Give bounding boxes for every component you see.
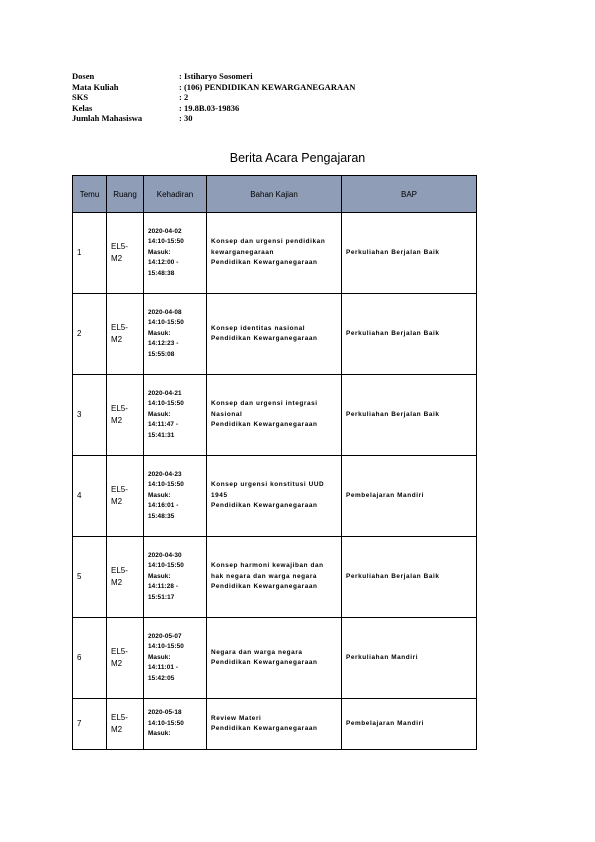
kehadiran-line: 15:48:35 xyxy=(148,512,175,520)
bap-cell: Pembelajaran Mandiri xyxy=(342,699,477,750)
ruang-line: EL5- xyxy=(111,242,128,251)
bap-cell: Pembelajaran Mandiri xyxy=(342,456,477,537)
bap-cell: Perkuliahan Mandiri xyxy=(342,618,477,699)
kehadiran-line: 14:12:23 - xyxy=(148,340,179,348)
kehadiran-line: 14:10-15:50 xyxy=(148,481,184,489)
bahan-line: Pendidikan Kewarganegaraan xyxy=(211,659,318,666)
kehadiran-cell xyxy=(144,375,207,456)
bahan-line: Nasional xyxy=(211,410,243,418)
ruang-cell xyxy=(107,537,144,618)
bahan-kajian-cell xyxy=(207,618,342,699)
kehadiran-line: 15:48:38 xyxy=(148,269,175,277)
ruang-line: M2 xyxy=(111,659,123,668)
kehadiran-line: Masuk: xyxy=(148,730,171,738)
header-value: : 2 xyxy=(179,92,189,103)
temu-cell: 1 xyxy=(73,213,107,294)
kehadiran-line: 14:10-15:50 xyxy=(148,562,184,570)
kehadiran-line: 15:55:08 xyxy=(148,350,175,358)
ruang-cell xyxy=(107,213,144,294)
ruang-cell xyxy=(107,294,144,375)
header-value: : Istiharyo Sosomeri xyxy=(179,71,253,81)
bahan-line: Negara dan warga negara xyxy=(211,648,303,656)
temu-cell: 3 xyxy=(73,375,107,456)
kehadiran-cell xyxy=(144,456,207,537)
bahan-line: Konsep harmoni kewajiban dan xyxy=(211,562,324,570)
kehadiran-line: 14:11:47 - xyxy=(148,421,179,429)
table-row xyxy=(73,213,477,294)
kehadiran-line: 14:10-15:50 xyxy=(148,238,184,246)
kehadiran-line: 2020-04-08 xyxy=(148,308,182,316)
kehadiran-line: 14:10-15:50 xyxy=(148,400,184,408)
bahan-kajian-cell xyxy=(207,294,342,375)
header-label: Jumlah Mahasiswa xyxy=(72,113,143,124)
kehadiran-line: Masuk: xyxy=(148,491,171,499)
ruang-cell xyxy=(107,456,144,537)
kehadiran-cell xyxy=(144,213,207,294)
header-row xyxy=(72,82,355,93)
kehadiran-line: 2020-04-23 xyxy=(148,470,182,478)
ruang-line: EL5- xyxy=(111,713,128,722)
ruang-line: EL5- xyxy=(111,566,128,575)
kehadiran-line: 2020-04-02 xyxy=(148,227,182,235)
bahan-line: Konsep dan urgensi integrasi xyxy=(211,400,318,408)
bahan-line: Pendidikan Kewarganegaraan xyxy=(211,421,318,429)
bahan-line: Konsep identitas nasional xyxy=(211,324,306,332)
kehadiran-line: 2020-05-07 xyxy=(148,632,182,640)
ruang-cell xyxy=(107,618,144,699)
kehadiran-cell xyxy=(144,618,207,699)
ruang-line: M2 xyxy=(111,254,123,263)
course-info xyxy=(72,71,355,124)
temu-cell: 4 xyxy=(73,456,107,537)
bahan-line: kewarganegaraan xyxy=(211,248,274,256)
bahan-kajian-cell xyxy=(207,213,342,294)
kehadiran-line: 15:42:05 xyxy=(148,674,175,682)
kehadiran-line: 14:10-15:50 xyxy=(148,319,184,327)
table-row xyxy=(73,456,477,537)
bap-cell: Perkuliahan Berjalan Baik xyxy=(342,375,477,456)
kehadiran-line: Masuk: xyxy=(148,653,171,661)
col-ruang: Ruang xyxy=(107,176,144,213)
page-title: Berita Acara Pengajaran xyxy=(229,151,366,165)
table-row xyxy=(73,294,477,375)
ruang-line: EL5- xyxy=(111,485,128,494)
bahan-line: Konsep urgensi konstitusi UUD xyxy=(211,481,325,489)
bahan-kajian-cell xyxy=(207,699,342,750)
kehadiran-line: 14:11:01 - xyxy=(148,664,179,672)
kehadiran-line: 14:10-15:50 xyxy=(148,643,184,651)
header-row xyxy=(72,103,355,114)
col-temu: Temu xyxy=(73,176,107,213)
bahan-line: Pendidikan Kewarganegaraan xyxy=(211,502,318,510)
kehadiran-line: Masuk: xyxy=(148,410,171,418)
header-row xyxy=(72,71,355,82)
bahan-line: 1945 xyxy=(211,491,228,499)
temu-cell: 5 xyxy=(73,537,107,618)
ruang-line: M2 xyxy=(111,725,123,734)
kehadiran-cell xyxy=(144,699,207,750)
bap-cell: Perkuliahan Berjalan Baik xyxy=(342,537,477,618)
header-row xyxy=(72,113,355,124)
kehadiran-line: 14:10-15:50 xyxy=(148,719,184,727)
table-row xyxy=(73,537,477,618)
ruang-cell xyxy=(107,375,144,456)
kehadiran-cell xyxy=(144,537,207,618)
kehadiran-line: 2020-04-30 xyxy=(148,551,182,559)
ruang-line: EL5- xyxy=(111,404,128,413)
table-header-row xyxy=(73,176,477,213)
bahan-kajian-cell xyxy=(207,375,342,456)
header-label: SKS xyxy=(72,92,89,103)
bahan-line: hak negara dan warga negara xyxy=(211,572,318,580)
bap-cell: Perkuliahan Berjalan Baik xyxy=(342,294,477,375)
bahan-line: Review Materi xyxy=(211,714,262,722)
ruang-line: M2 xyxy=(111,497,123,506)
bahan-line: Pendidikan Kewarganegaraan xyxy=(211,335,318,342)
kehadiran-line: 14:12:00 - xyxy=(148,259,179,267)
kehadiran-line: 15:41:31 xyxy=(148,431,175,439)
table-row xyxy=(73,375,477,456)
temu-cell: 6 xyxy=(73,618,107,699)
col-bap: BAP xyxy=(342,176,477,213)
header-row xyxy=(72,92,355,103)
ruang-line: M2 xyxy=(111,335,123,344)
kehadiran-line: 15:51:17 xyxy=(148,593,175,601)
temu-cell: 2 xyxy=(73,294,107,375)
header-label: Dosen xyxy=(72,71,95,81)
ruang-line: EL5- xyxy=(111,647,128,656)
bahan-kajian-cell xyxy=(207,537,342,618)
ruang-line: EL5- xyxy=(111,323,128,332)
kehadiran-line: Masuk: xyxy=(148,572,171,580)
header-label: Kelas xyxy=(72,102,93,113)
bahan-line: Pendidikan Kewarganegaraan xyxy=(211,725,318,732)
kehadiran-line: 14:11:28 - xyxy=(148,583,179,591)
kehadiran-line: Masuk: xyxy=(148,248,171,256)
header-value: : 30 xyxy=(179,113,193,124)
teaching-log-table xyxy=(72,175,477,750)
bahan-kajian-cell xyxy=(207,456,342,537)
bahan-line: Pendidikan Kewarganegaraan xyxy=(211,583,318,591)
temu-cell: 7 xyxy=(73,699,107,750)
bahan-line: Pendidikan Kewarganegaraan xyxy=(211,259,318,267)
col-kehadiran: Kehadiran xyxy=(144,176,207,213)
ruang-cell xyxy=(107,699,144,750)
bahan-line: Konsep dan urgensi pendidikan xyxy=(211,238,326,246)
kehadiran-line: 14:16:01 - xyxy=(148,502,179,510)
table-row xyxy=(73,618,477,699)
kehadiran-line: 2020-05-18 xyxy=(148,709,182,717)
kehadiran-cell xyxy=(144,294,207,375)
header-value: : (106) PENDIDIKAN KEWARGANEGARAAN xyxy=(179,81,356,92)
header-label: Mata Kuliah xyxy=(72,81,119,92)
header-value: : 19.8B.03-19836 xyxy=(179,102,240,113)
col-bahan-kajian: Bahan Kajian xyxy=(207,176,342,213)
kehadiran-line: 2020-04-21 xyxy=(148,389,182,397)
table-row xyxy=(73,699,477,750)
ruang-line: M2 xyxy=(111,416,123,425)
bap-cell: Perkuliahan Berjalan Baik xyxy=(342,213,477,294)
ruang-line: M2 xyxy=(111,578,123,587)
kehadiran-line: Masuk: xyxy=(148,329,171,337)
